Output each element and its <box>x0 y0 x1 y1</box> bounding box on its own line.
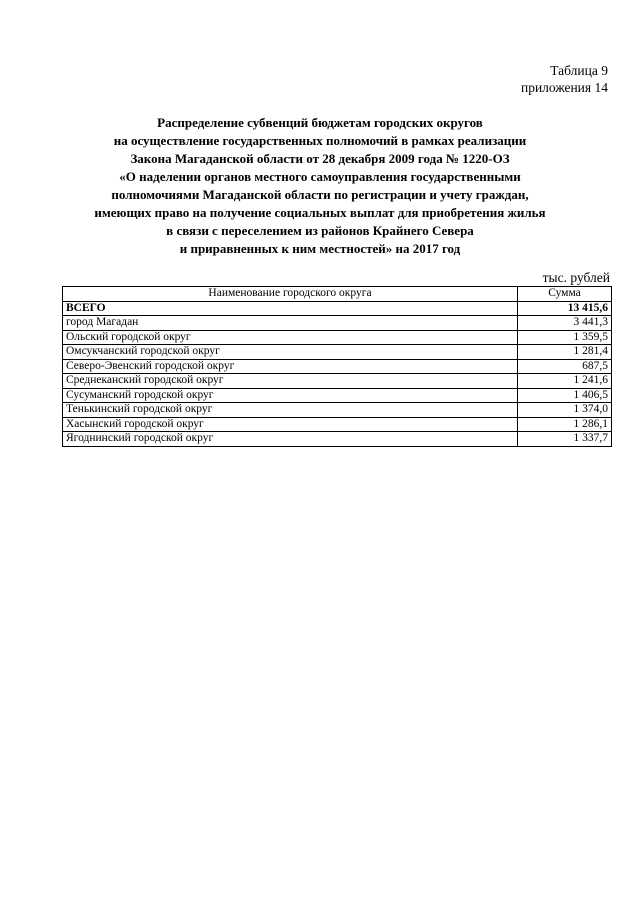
table-row <box>63 345 612 360</box>
row-sum: 1 281,4 <box>518 345 612 360</box>
title-line: Распределение субвенций бюджетам городских округов <box>157 115 483 130</box>
row-sum: 1 337,7 <box>518 432 612 447</box>
row-sum: 3 441,3 <box>518 316 612 331</box>
table-total-row <box>63 301 612 316</box>
row-name: Ольский городской округ <box>63 330 518 345</box>
title-line: на осуществление государственных полномочий в рамках реализации <box>113 133 527 148</box>
row-sum: 1 286,1 <box>518 417 612 432</box>
table-row <box>63 359 612 374</box>
table-header-row <box>63 287 612 302</box>
header-name: Наименование городского округа <box>63 287 518 302</box>
row-sum: 1 374,0 <box>518 403 612 418</box>
unit-label: тыс. рублей <box>542 270 610 285</box>
row-name: город Магадан <box>63 316 518 331</box>
table-row <box>63 432 612 447</box>
row-sum: 1 241,6 <box>518 374 612 389</box>
title-line: и приравненных к ним местностей» на 2017 год <box>179 241 461 256</box>
table-row <box>63 374 612 389</box>
appendix-number: приложения 14 <box>520 80 608 95</box>
title-line: «О наделении органов местного самоуправления государственными <box>119 169 521 184</box>
document-title <box>40 114 600 258</box>
title-line: в связи с переселением из районов Крайнего Севера <box>166 223 474 238</box>
table-row <box>63 403 612 418</box>
row-sum: 1 359,5 <box>518 330 612 345</box>
title-line: полномочиями Магаданской области по регистрации и учету граждан, <box>111 187 529 202</box>
subsidy-table <box>62 286 612 447</box>
row-name: Сусуманский городской округ <box>63 388 518 403</box>
row-name: Хасынский городской округ <box>63 417 518 432</box>
table-reference <box>521 62 608 96</box>
title-line: Закона Магаданской области от 28 декабря 2009 года № 1220-ОЗ <box>130 151 510 166</box>
total-label: ВСЕГО <box>63 301 518 316</box>
table-row <box>63 417 612 432</box>
table-number: Таблица 9 <box>550 63 608 78</box>
table-row <box>63 330 612 345</box>
row-name: Среднеканский городской округ <box>63 374 518 389</box>
row-sum: 687,5 <box>518 359 612 374</box>
row-sum: 1 406,5 <box>518 388 612 403</box>
row-name: Ягоднинский городской округ <box>63 432 518 447</box>
table-row <box>63 316 612 331</box>
row-name: Северо-Эвенский городской округ <box>63 359 518 374</box>
row-name: Тенькинский городской округ <box>63 403 518 418</box>
header-sum: Сумма <box>518 287 612 302</box>
title-line: имеющих право на получение социальных выплат для приобретения жилья <box>94 205 546 220</box>
total-sum: 13 415,6 <box>518 301 612 316</box>
row-name: Омсукчанский городской округ <box>63 345 518 360</box>
table-row <box>63 388 612 403</box>
